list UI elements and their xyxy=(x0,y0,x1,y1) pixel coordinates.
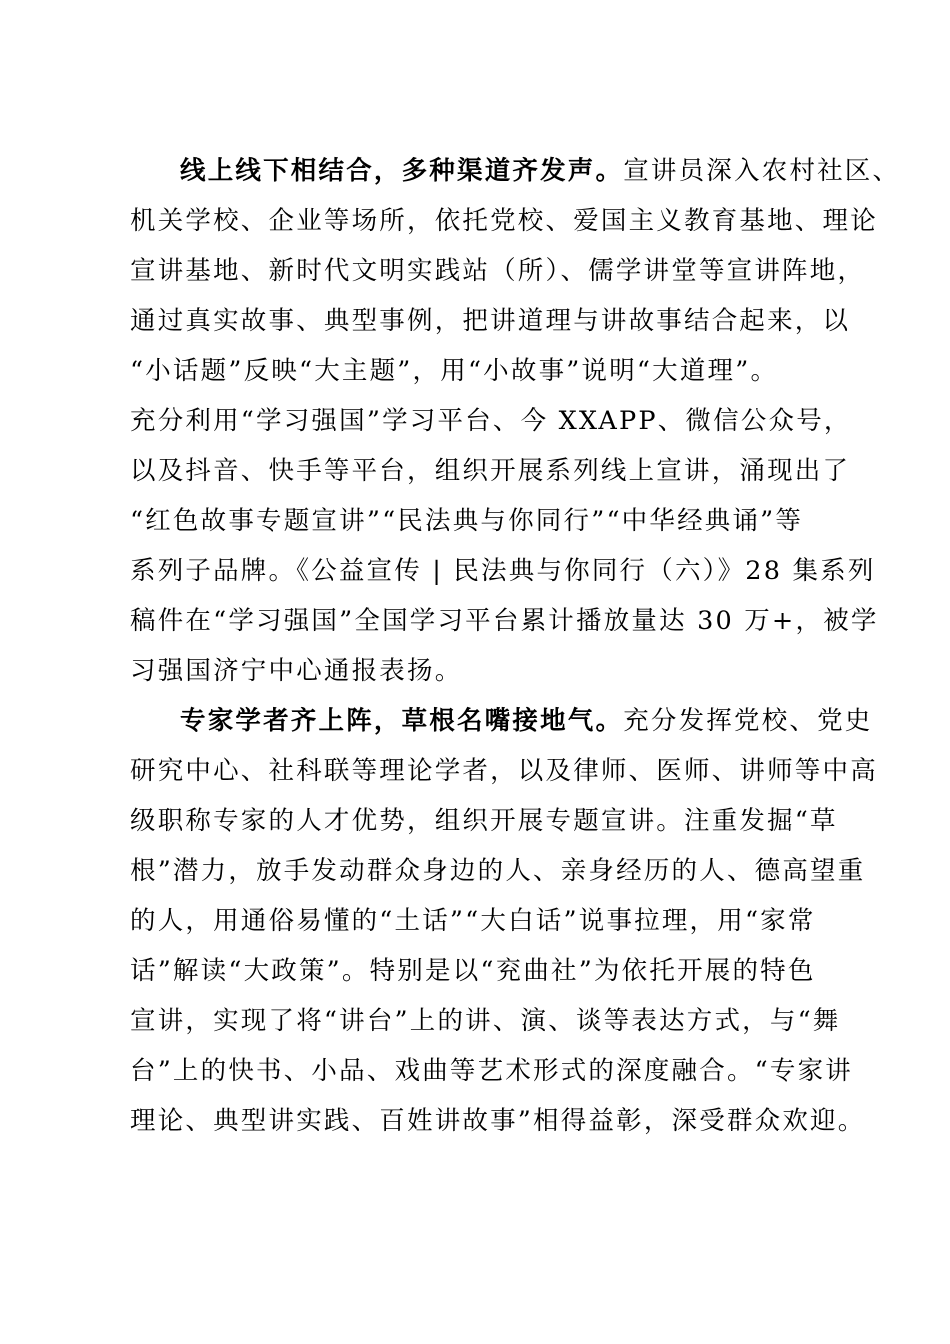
paragraph-lead-heading: 专家学者齐上阵，草根名嘴接地气。 xyxy=(180,706,624,736)
body-text-line: “红色故事专题宣讲”“民法典与你同行”“中华经典诵”等 xyxy=(130,506,804,536)
body-text-line: 台”上的快书、小品、戏曲等艺术形式的深度融合。“专家讲 xyxy=(130,1056,853,1086)
body-text-line: “小话题”反映“大主题”，用“小故事”说明“大道理”。 xyxy=(130,356,779,386)
body-text-line: 研究中心、社科联等理论学者，以及律师、医师、讲师等中高 xyxy=(130,756,878,786)
body-text-line: 话”解读“大政策”。特别是以“兖曲社”为依托开展的特色 xyxy=(130,956,816,986)
body-text-line: 根”潜力，放手发动群众身边的人、亲身经历的人、德高望重 xyxy=(130,856,866,886)
paragraph-first-line xyxy=(130,696,873,746)
body-text-line: 系列子品牌。《公益宣传 | 民法典与你同行（六）》28 集系列 xyxy=(130,556,876,586)
body-text-line: 充分利用“学习强国”学习平台、今 XXAPP、微信公众号， xyxy=(130,406,852,436)
body-text-line: 宣讲基地、新时代文明实践站（所）、儒学讲堂等宣讲阵地， xyxy=(130,256,866,286)
paragraph-first-line xyxy=(130,146,901,196)
paragraph-experts-grassroots xyxy=(130,696,878,1146)
body-text-line: 充分发挥党校、党史 xyxy=(623,706,873,736)
body-text-line: 宣讲员深入农村社区、 xyxy=(623,156,901,186)
body-text-line: 以及抖音、快手等平台，组织开展系列线上宣讲，涌现出了 xyxy=(130,456,851,486)
body-text-line: 的人，用通俗易懂的“土话”“大白话”说事拉理，用“家常 xyxy=(130,906,816,936)
body-text-line: 理论、典型讲实践、百姓讲故事”相得益彰，深受群众欢迎。 xyxy=(130,1106,866,1136)
paragraph-online-offline xyxy=(130,146,901,696)
body-text-line: 习强国济宁中心通报表扬。 xyxy=(130,656,463,686)
body-text-line: 稿件在“学习强国”全国学习平台累计播放量达 30 万+，被学 xyxy=(130,606,879,636)
body-text-line: 机关学校、企业等场所，依托党校、爱国主义教育基地、理论 xyxy=(130,206,878,236)
body-text-line: 通过真实故事、典型事例，把讲道理与讲故事结合起来，以 xyxy=(130,306,851,336)
paragraph-lead-heading: 线上线下相结合，多种渠道齐发声。 xyxy=(180,156,624,186)
body-text-line: 宣讲，实现了将“讲台”上的讲、演、谈等表达方式，与“舞 xyxy=(130,1006,841,1036)
body-text-line: 级职称专家的人才优势，组织开展专题宣讲。注重发掘“草 xyxy=(130,806,838,836)
document-body xyxy=(130,146,901,1146)
